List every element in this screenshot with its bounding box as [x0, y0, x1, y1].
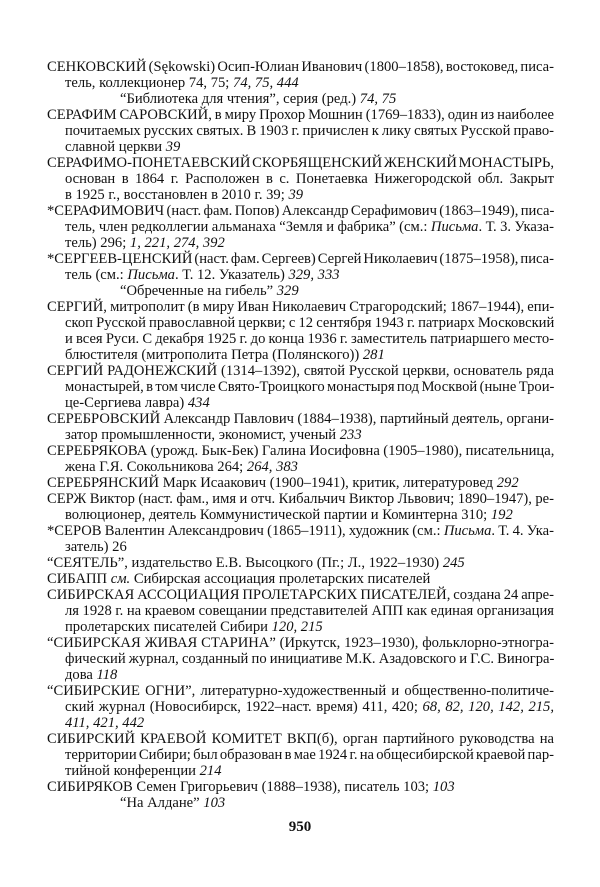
- index-entry: [47, 59, 554, 107]
- italic-reference: 329, 333: [288, 267, 340, 283]
- index-subentry: [47, 283, 554, 299]
- italic-reference: 39: [165, 139, 181, 155]
- italic-reference: Письма: [127, 267, 175, 283]
- index-subentry: [47, 91, 554, 107]
- index-line: [47, 347, 554, 363]
- entry-text: “На Алдане”: [120, 795, 204, 811]
- index-line: [47, 299, 554, 315]
- italic-reference: 74, 75, 444: [233, 75, 299, 91]
- italic-reference: 329: [276, 283, 299, 299]
- entry-text: тийной конференции: [65, 763, 200, 779]
- italic-reference: 411, 421, 442: [65, 715, 145, 731]
- index-line: [47, 539, 554, 555]
- italic-reference: 192: [490, 507, 513, 523]
- italic-reference: 214: [199, 763, 222, 779]
- index-line: [47, 459, 554, 475]
- index-line: [47, 603, 554, 619]
- italic-reference: 39: [288, 187, 304, 203]
- entry-text: . Т. 3. Указа-: [478, 219, 555, 235]
- index-line: [47, 651, 554, 667]
- index-entry: [47, 523, 554, 555]
- index-line: [47, 379, 554, 395]
- entry-text: СИБИРСКИЙ КРАЕВОЙ КОМИТЕТ ВКП(б), орган партийного руководства на: [47, 731, 554, 747]
- italic-reference: 103: [203, 795, 226, 811]
- index-line: [47, 571, 554, 587]
- index-line: [47, 123, 554, 139]
- index-line: [47, 715, 554, 731]
- index-entry: [47, 635, 554, 683]
- index-line: [47, 75, 554, 91]
- index-line: [47, 667, 554, 683]
- index-entry: [47, 491, 554, 523]
- italic-reference: 103: [432, 779, 455, 795]
- entry-text: СЕРЕБРОВСКИЙ Александр Павлович (1884–1938), партийный деятель, органи-: [47, 411, 555, 427]
- index-entry: [47, 587, 554, 635]
- index-line: [47, 171, 554, 187]
- entry-text: территории Сибири; был образован в мае 1924 г. на общесибирской краевой пар-: [65, 747, 554, 763]
- index-line: [47, 427, 554, 443]
- italic-reference: 264, 383: [246, 459, 298, 475]
- index-line: [47, 395, 554, 411]
- index-entry: [47, 251, 554, 299]
- entry-text: блюстителя (митрополита Петра (Полянского)): [65, 347, 363, 363]
- entry-text: СЕРЖ Виктор (наст. фам., имя и отч. Кибальчич Виктор Львович; 1890–1947), ре-: [47, 491, 554, 507]
- italic-reference: 233: [339, 427, 362, 443]
- index-entry: [47, 107, 554, 155]
- index-line: [47, 523, 554, 539]
- index-line: [47, 731, 554, 747]
- italic-reference: Письма: [430, 219, 479, 235]
- index-line: [47, 267, 554, 283]
- index-line: [47, 219, 554, 235]
- index-line: [47, 555, 554, 571]
- entry-text: “Обреченные на гибель”: [120, 283, 277, 299]
- entry-text: монастырей, в том числе Свято-Троицкого монастыря под Москвой (ныне Трои-: [65, 379, 555, 395]
- index-line: [47, 491, 554, 507]
- index-line: [47, 619, 554, 635]
- index-entry: [47, 299, 554, 363]
- entry-text: СИБИРСКАЯ АССОЦИАЦИЯ ПРОЛЕТАРСКИХ ПИСАТЕЛЕЙ, создана 24 апре-: [47, 587, 554, 603]
- entry-text: затор промышленности, экономист, ученый: [65, 427, 340, 443]
- entry-text: скоп Русской православной церкви; с 12 сентября 1943 г. патриарх Московский: [65, 315, 555, 331]
- index-entry: [47, 475, 554, 491]
- index-line: [47, 203, 554, 219]
- index-line: [47, 747, 554, 763]
- index-entry: [47, 555, 554, 571]
- entry-text: СЕРАФИМО-ПОНЕТАЕВСКИЙ СКОРБЯЩЕНСКИЙ ЖЕНСКИЙ МОНАСТЫРЬ,: [47, 155, 554, 171]
- entry-text: тель (см.:: [65, 267, 128, 283]
- entry-text: тель) 296;: [65, 235, 130, 251]
- entry-text: тель, член редколлегии альманаха “Земля и фабрика” (см.:: [65, 219, 431, 235]
- entry-text: “Библиотека для чтения”, серия (ред.): [120, 91, 360, 107]
- italic-reference: Письма: [443, 523, 492, 539]
- italic-reference: 118: [96, 667, 118, 683]
- entry-text: . Т. 12. Указатель): [174, 267, 289, 283]
- entry-text: СЕРГИЙ РАДОНЕЖСКИЙ (1314–1392), святой Русской церкви, основатель ряда: [47, 363, 554, 379]
- entry-text: в 1925 г., восстановлен в 2010 г. 39;: [65, 187, 289, 203]
- index-entry: [47, 443, 554, 475]
- italic-reference: 68, 82, 120, 142, 215,: [422, 699, 554, 715]
- italic-reference: 245: [442, 555, 465, 571]
- entry-text: волюционер, деятель Коммунистической партии и Коминтерна 310;: [65, 507, 491, 523]
- entry-text: СИБИРЯКОВ Семен Григорьевич (1888–1938), писатель 103;: [47, 779, 433, 795]
- entry-text: “СИБИРСКАЯ ЖИВАЯ СТАРИНА” (Иркутск, 1923–1930), фольклорно-этногра-: [47, 635, 554, 651]
- index-line: [47, 411, 554, 427]
- index-line: [47, 683, 554, 699]
- entry-text: *СЕРОВ Валентин Александрович (1865–1911), художник (см.:: [47, 523, 444, 539]
- entry-text: ля 1928 г. на краевом совещании представителей АПП как единая организация: [65, 603, 554, 619]
- entry-text: СЕНКОВСКИЙ (Sękowski) Осип-Юлиан Иванович (1800–1858), востоковед, писа-: [47, 59, 554, 75]
- index-line: [47, 507, 554, 523]
- index-line: [47, 363, 554, 379]
- index-line: [47, 187, 554, 203]
- index-entry: [47, 155, 554, 203]
- italic-reference: см.: [110, 571, 131, 587]
- index-subentry: [47, 795, 554, 811]
- index-line: [47, 155, 554, 171]
- index-entry: [47, 203, 554, 251]
- entry-text: . Т. 4. Ука-: [491, 523, 554, 539]
- entry-text: СЕРЕБРЯНСКИЙ Марк Исаакович (1900–1941), критик, литературовед: [47, 475, 497, 491]
- index-line: [47, 331, 554, 347]
- entry-text: затель) 26: [65, 539, 127, 555]
- index-line: [47, 635, 554, 651]
- index-line: [47, 443, 554, 459]
- index-line: [47, 315, 554, 331]
- entry-text: *СЕРГЕЕВ-ЦЕНСКИЙ (наст. фам. Сергеев) Сергей Николаевич (1875–1958), писа-: [47, 251, 554, 267]
- index-line: [47, 107, 554, 123]
- index-entry: [47, 571, 554, 587]
- index-entry: [47, 779, 554, 811]
- entry-text: жена Г.Я. Сокольникова 264;: [65, 459, 247, 475]
- italic-reference: 292: [496, 475, 519, 491]
- page-number: 950: [288, 819, 312, 835]
- index-line: [47, 235, 554, 251]
- entry-text: дова: [65, 667, 97, 683]
- entry-text: СИБАПП: [47, 571, 111, 587]
- entry-text: основан в 1864 г. Расположен в с. Понетаевка Нижегородской обл. Закрыт: [65, 171, 554, 187]
- index-line: [47, 475, 554, 491]
- italic-reference: 281: [362, 347, 385, 363]
- entry-text: СЕРЕБРЯКОВА (урожд. Бык-Бек) Галина Иосифовна (1905–1980), писательница,: [47, 443, 555, 459]
- italic-reference: 434: [187, 395, 210, 411]
- index-line: [47, 763, 554, 779]
- italic-reference: 120, 215: [271, 619, 323, 635]
- entry-text: и всея Руси. С декабря 1925 г. до конца 1936 г. заместитель патриаршего место-: [65, 331, 554, 347]
- entry-text: фический журнал, созданный по инициативе М.К. Азадовского и Г.С. Виногра-: [65, 651, 555, 667]
- index-line: [47, 251, 554, 267]
- entry-text: “СИБИРСКИЕ ОГНИ”, литературно-художественный и общественно-политиче-: [47, 683, 554, 699]
- entry-text: *СЕРАФИМОВИЧ (наст. фам. Попов) Александр Серафимович (1863–1949), писа-: [47, 203, 555, 219]
- index-entry: [47, 731, 554, 779]
- index-entry: [47, 363, 554, 411]
- entry-text: ский журнал (Новосибирск, 1922–наст. время) 411, 420;: [65, 699, 423, 715]
- entry-text: тель, коллекционер 74, 75;: [65, 75, 234, 91]
- index-page-body: [47, 59, 554, 811]
- index-line: [47, 699, 554, 715]
- entry-text: пролетарских писателей Сибири: [65, 619, 272, 635]
- index-entry: [47, 411, 554, 443]
- index-line: [47, 779, 554, 795]
- index-line: [47, 139, 554, 155]
- entry-text: СЕРАФИМ САРОВСКИЙ, в миру Прохор Мошнин (1769–1833), один из наиболее: [47, 107, 554, 123]
- italic-reference: 1, 221, 274, 392: [129, 235, 225, 251]
- italic-reference: 74, 75: [359, 91, 397, 107]
- entry-text: Сибирская ассоциация пролетарских писателей: [130, 571, 431, 587]
- entry-text: СЕРГИЙ, митрополит (в миру Иван Николаевич Страгородский; 1867–1944), епи-: [47, 299, 555, 315]
- index-line: [47, 587, 554, 603]
- entry-text: почитаемых русских святых. В 1903 г. причислен к лику святых Русской право-: [65, 123, 554, 139]
- index-entry: [47, 683, 554, 731]
- index-line: [47, 59, 554, 75]
- entry-text: це-Сергиева лавра): [65, 395, 188, 411]
- entry-text: “СЕЯТЕЛЬ”, издательство Е.В. Высоцкого (Пг.; Л., 1922–1930): [47, 555, 443, 571]
- entry-text: славной церкви: [65, 139, 166, 155]
